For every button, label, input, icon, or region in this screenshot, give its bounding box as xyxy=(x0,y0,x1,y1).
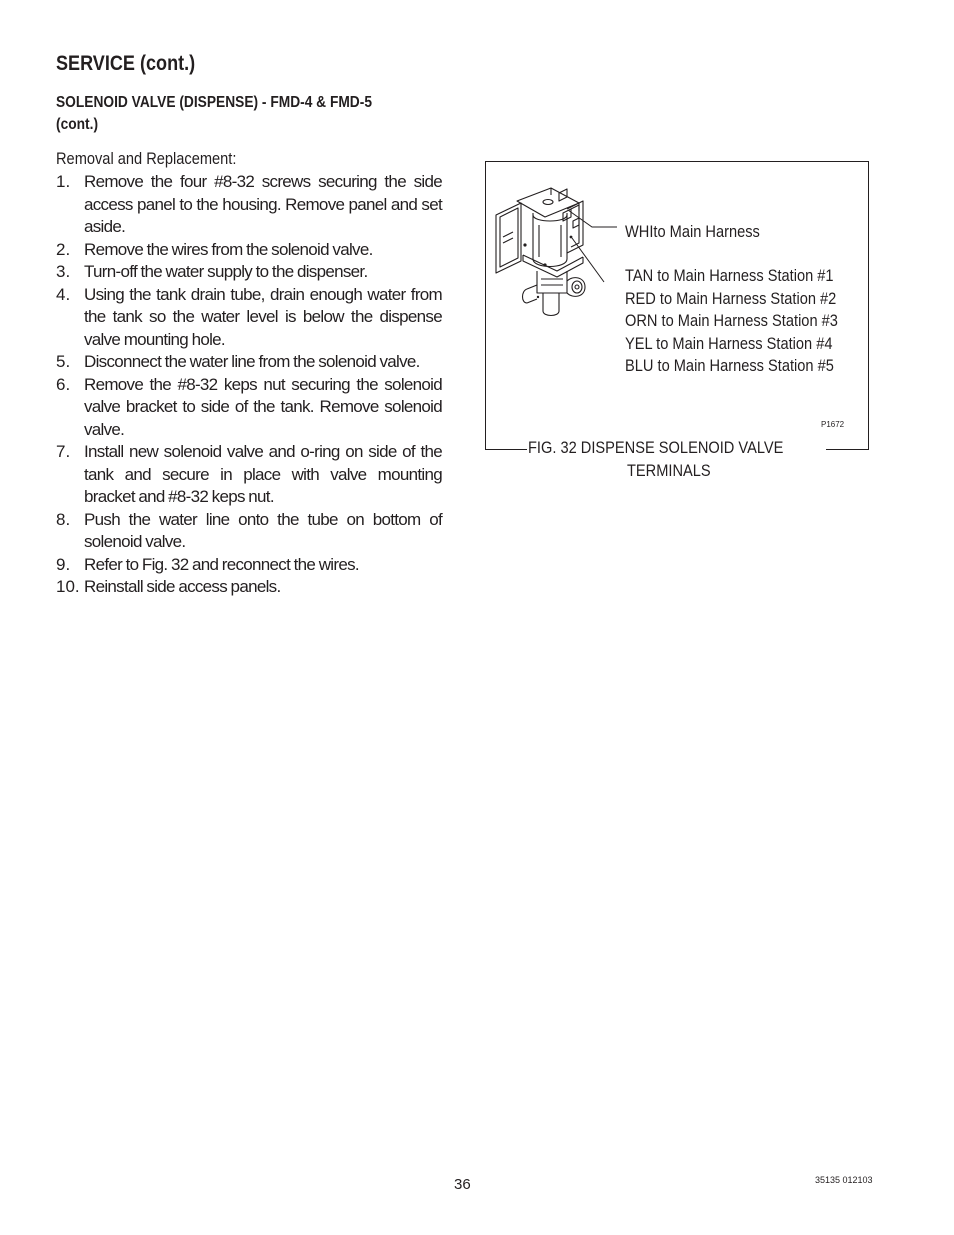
step-text: Push the water line onto the tube on bottom of solenoid valve. xyxy=(84,509,442,551)
label-red: RED to Main Harness Station #2 xyxy=(625,289,837,308)
step-text: Reinstall side access panels. xyxy=(84,577,281,596)
step-text: Remove the four #8-32 screws securing the side access panel to the housing. Remove panel and set aside. xyxy=(84,172,442,236)
step-number: 4. xyxy=(56,284,71,304)
step-number: 3. xyxy=(56,262,71,281)
figure-caption-line-1: FIG. 32 DISPENSE SOLENOID VALVE xyxy=(527,438,783,457)
label-yel: YEL to Main Harness Station #4 xyxy=(625,334,833,353)
label-whi: WHIto Main Harness xyxy=(625,222,760,241)
subheading-line-1: SOLENOID VALVE (DISPENSE) - FMD-4 & FMD-5 xyxy=(56,94,372,111)
leader-line-tan xyxy=(572,238,604,282)
label-orn: ORN to Main Harness Station #3 xyxy=(625,311,838,330)
step-number: 9. xyxy=(56,554,71,574)
step-text: Turn-off the water supply to the dispenser. xyxy=(84,262,368,281)
label-blu: BLU to Main Harness Station #5 xyxy=(625,356,834,375)
step-text: Remove the wires from the solenoid valve. xyxy=(84,239,373,259)
step-number: 8. xyxy=(56,509,71,529)
figure-caption-line-2: TERMINALS xyxy=(627,461,712,480)
procedure-intro: Removal and Replacement: xyxy=(56,149,237,168)
step-number: 7. xyxy=(56,442,71,461)
step-number: 1. xyxy=(56,172,71,191)
page-number: 36 xyxy=(454,1176,471,1193)
step-text: Disconnect the water line from the solenoid valve. xyxy=(84,352,420,371)
label-tan: TAN to Main Harness Station #1 xyxy=(625,266,834,285)
step-number: 10. xyxy=(56,577,80,596)
step-text: Install new solenoid valve and o-ring on side of the tank and secure in place with valve mounting bracket and #8-32 keps nut. xyxy=(84,442,442,506)
section-title: SERVICE (cont.) xyxy=(56,52,196,75)
step-text: Remove the #8-32 keps nut securing the solenoid valve bracket to side of the tank. Remove solenoid valve. xyxy=(84,374,442,439)
step-text: Refer to Fig. 32 and reconnect the wires. xyxy=(84,554,359,574)
step-text: Using the tank drain tube, drain enough water from the tank so the water level is below the dispense valve mounting hole. xyxy=(84,284,442,349)
figure-code: P1672 xyxy=(821,420,845,429)
document-code: 35135 012103 xyxy=(815,1175,873,1185)
step-number: 2. xyxy=(56,239,71,259)
leader-line-whi xyxy=(568,210,617,227)
step-number: 6. xyxy=(56,374,71,394)
subheading-line-2: (cont.) xyxy=(56,116,99,133)
figure-caption xyxy=(526,436,826,482)
step-number: 5. xyxy=(56,352,71,371)
